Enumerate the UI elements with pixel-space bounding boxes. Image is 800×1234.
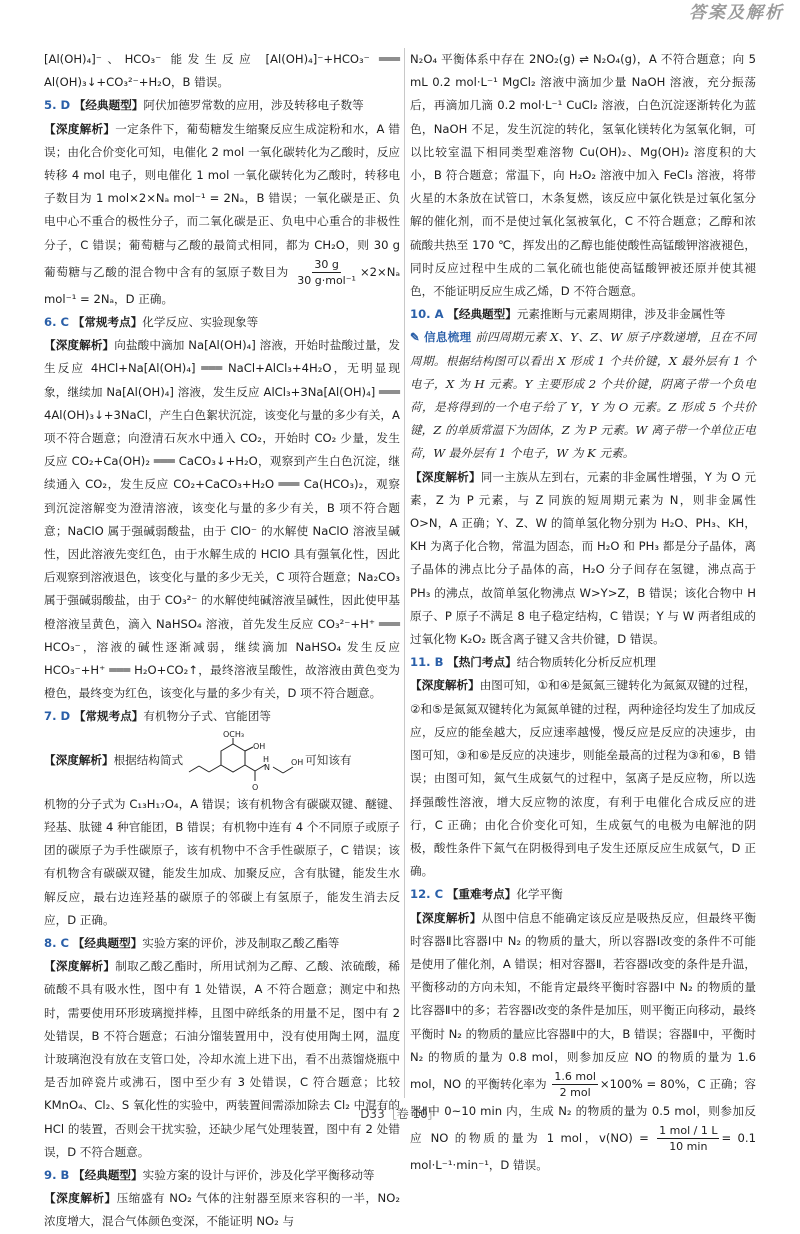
- allyl-bond-1: [209, 765, 221, 772]
- q12-f2-den: 10 min: [669, 1140, 708, 1154]
- q12-analysis: [410, 907, 756, 1178]
- q11-analysis: [410, 674, 756, 883]
- q8-body: 制取乙酸乙酯时，所用试剂为乙醇、乙酸、浓硫酸，稀硫酸不具有吸水性，图中有 1 处错误，A 不符合题意；测定中和热时，需要使用环形玻璃搅拌棒，且图中碎纸条的用量不足，图中有 2 处错误，B 不符合题意；石油分馏装置用中，没有使用陶土网，温度计玻璃泡没有放在支管口处，冷却水流上进下出，看不出蒸馏烧瓶中是否加碎瓷片或沸石，图中至少有 3 处错误，C 符合题意；比较 KMnO₄、Cl₂、S 氧化性的实验中，两装置间需添加除去 Cl₂ 中混有的 HCl 的装置，否则会干扰实验，还缺少尾气处理装置，图中有 2 处错误，D 不符合题意。: [44, 959, 400, 1159]
- q7-analysis: 机物的分子式为 C₁₃H₁₇O₄，A 错误；该有机物含有碳碳双键、醚键、羟基、肽键 4 种官能团，B 错误；有机物中连有 4 个不同原子或原子团的碳原子为手性碳原子，该有机物中不含手性碳原子，C 错误；该有机物含有碳碳双键，能发生加成、加聚反应，含有肽键，能发生水解反应，最右边连羟基的碳原子的邻碳上有氢原子，能发生消去反应，D 正确。: [44, 796, 400, 927]
- q10-tag: 【经典题型】: [447, 307, 517, 322]
- q5-number: 5. D: [44, 98, 71, 113]
- q9-topic: 实验方案的设计与评价，涉及化学平衡移动等: [142, 1167, 375, 1182]
- q12-f1-num: 1.6 mol: [554, 1069, 596, 1083]
- q12-answer: [410, 883, 756, 906]
- q11-body: 由图可知，①和④是氮氮三键转化为氮氮双键的过程，②和⑤是氮氮双键转化为氮氮单键的过程，两种途径均发生了加成反应，反应的能垒越大，反应速率越慢，慢反应是反应的决速步，由图可知，③和⑥是反应的决速步，则能垒最高的过程为③和⑥，B 错误；由图可知，氮气生成氨气的过程中，氢离子是反应物，所以选择强酸性溶液，增大反应物的浓度，有利于电催化合成反应的进行，C 正确；由化合价变化可知，生成氨气的电极为电解池的阴极，酸性条件下氮气在阴极得到电子发生还原反应生成氨气，D 正确。: [410, 678, 756, 879]
- q4-continuation: [Al(OH)₄]⁻、HCO₃⁻ 能发生反应 [Al(OH)₄]⁻+HCO₃⁻ ═══ Al(OH)₃↓+CO₃²⁻+H₂O，B 错误。: [44, 52, 400, 90]
- q11-topic: 结合物质转化分析反应机理: [516, 655, 656, 670]
- q5-tail: ×2×Nₐ mol⁻¹ = 2Nₐ，D 正确。: [44, 264, 400, 306]
- q5-body: 一定条件下，葡萄糖发生缩聚反应生成淀粉和水，A 错误；由化合价变化可知，电催化 2 mol 一氧化碳转化为乙酸时，反应转移 4 mol 电子，则电催化 1 mol 一氧化碳转化为乙酸时，转移电子数目为 1 mol×2×Nₐ mol⁻¹ = 2Nₐ，B 错误；一氧化碳是正、负电中心不重合的极性分子，而二氧化碳是正、负电中心重合的非极性分子，C 错误；葡萄糖与乙酸的最简式相同，都为 CH₂O，则 30 g 葡萄糖与乙酸的混合物中含有的氢原子数目为: [44, 121, 400, 279]
- amide-bond: [245, 765, 255, 771]
- q9-answer: [44, 1164, 400, 1187]
- q10-topic: 元素推断与元素周期律，涉及非金属性等: [516, 307, 726, 322]
- q12-tag: 【重难考点】: [446, 887, 517, 902]
- och3-label: OCH₃: [223, 729, 245, 739]
- q12-label: 【深度解析】: [410, 910, 482, 925]
- q12-topic: 化学平衡: [516, 887, 563, 902]
- q12-f2-num: 1 mol / 1 L: [659, 1124, 718, 1138]
- q9-label: 【深度解析】: [44, 1191, 117, 1206]
- q7-structure-line: [44, 729, 400, 793]
- q5-answer: [44, 94, 400, 117]
- q10-body: 同一主族从左到右，元素的非金属性增强，Y 为 O 元素，Z 为 P 元素，与 Z 同族的短周期元素为 N，则非金属性 O>N，A 正确；Y、Z、W 的简单氢化物分别为 H₂O、PH₃、KH，KH 为离子化合物，常温为固态，而 H₂O 和 PH₃ 都是分子晶体，离子晶体的沸点比分子晶体的高，H₂O 分子间存在氢键，沸点高于 PH₃ 的沸点，故简单氢化物沸点 W>Y>Z，B 错误；该化合物中 H 原子、P 原子不满足 8 电子稳定结构，C 错误；Y 与 W 两者组成的过氧化物 K₂O₂ 既含离子键又含共价键，D 错误。: [410, 469, 756, 647]
- q12-tail: = 0.1 mol·L⁻¹·min⁻¹，D 错误。: [410, 1131, 756, 1173]
- q7-label: 【深度解析】: [44, 753, 114, 768]
- nh-n-label: N: [264, 762, 271, 772]
- q10-answer: [410, 303, 756, 326]
- allyl-bond-2: [199, 766, 209, 772]
- q10-info-note: [410, 326, 756, 465]
- q10-analysis: [410, 466, 756, 652]
- carbonyl-o-label: O: [252, 782, 259, 792]
- page-footer-number: D33［卷 10］: [360, 1107, 440, 1121]
- q9-number: 9. B: [44, 1167, 70, 1182]
- column-divider: [404, 48, 405, 1098]
- q8-label: 【深度解析】: [44, 959, 116, 974]
- q6-topic: 化学反应、实验现象等: [142, 315, 259, 330]
- q8-number: 8. C: [44, 935, 70, 950]
- q7-number: 7. D: [44, 709, 71, 724]
- chain-bond-1: [273, 767, 283, 773]
- q6-answer: [44, 311, 400, 334]
- chain-bond-2: [283, 767, 293, 773]
- oh-bond: [245, 747, 253, 751]
- nh-h-label: H: [263, 754, 270, 764]
- q9-analysis: [44, 1187, 400, 1233]
- q10-note-tag: ✎ 信息梳理: [410, 330, 472, 345]
- q6-body: 向盐酸中滴加 Na[Al(OH)₄] 溶液，开始时盐酸过量，发生反应 4HCl+Na[Al(OH)₄] ═══ NaCl+AlCl₃+4H₂O，无明显现象，继续加 Na[Al(OH)₄] 溶液，发生反应 AlCl₃+3Na[Al(OH)₄] ═══ 4Al(OH)₃↓+3NaCl，产生白色絮状沉淀，该变化与量的多少有关，A 项不符合题意；向澄清石灰水中通入 CO₂，开始时 CO₂ 少量，发生反应 CO₂+Ca(OH)₂ ═══ CaCO₃↓+H₂O，观察到产生白色沉淀，继续通入 CO₂，发生反应 CO₂+CaCO₃+H₂O ═══ Ca(HCO₃)₂，观察到沉淀溶解变为澄清溶液，该变化与量的多少有关，B 项不符合题意；NaClO 属于强碱弱酸盐，由于 ClO⁻ 的水解使 NaClO 溶液呈碱性，因此溶液先变红色，由于水解生成的 HClO 具有强氧化性，因此后观察到溶液退色，该变化与量的多少无关，C 项符合题意；Na₂CO₃ 属于强碱弱酸盐，由于 CO₃²⁻ 的水解使纯碱溶液呈碱性，因此使甲基橙溶液呈黄色，滴入 NaHSO₄ 溶液，首先发生反应 CO₃²⁻+H⁺ ═══ HCO₃⁻，溶液的碱性逐渐减弱，继续滴加 NaHSO₄ 发生反应 HCO₃⁻+H⁺ ═══ H₂O+CO₂↑，最终溶液呈酸性，故溶液由黄色变为橙色，最终变为红色，该变化与量的多少有关，D 项不符合题意。: [44, 338, 400, 701]
- q7-tag: 【常规考点】: [73, 709, 144, 724]
- q7-structure-formula: [183, 729, 305, 793]
- q10-note-tag-text: 信息梳理: [424, 330, 472, 345]
- q9-tag: 【经典题型】: [73, 1167, 143, 1182]
- q11-label: 【深度解析】: [410, 678, 480, 693]
- benzene-ring: [221, 744, 245, 772]
- q8-analysis: [44, 955, 400, 1164]
- q6-tag: 【常规考点】: [72, 315, 143, 330]
- q11-tag: 【热门考点】: [447, 655, 517, 670]
- q6-number: 6. C: [44, 315, 70, 330]
- q12-fraction-1: [552, 1069, 598, 1100]
- q6-analysis: [44, 334, 400, 705]
- q7-topic: 有机物分子式、官能团等: [143, 709, 271, 724]
- q12-body: 从图中信息不能确定该反应是吸热反应，但最终平衡时容器Ⅱ比容器Ⅰ中 N₂ 的物质的量大，所以容器Ⅰ改变的条件不可能是使用了催化剂，A 错误；相对容器Ⅱ，若容器Ⅰ改变的条件是升温，平衡移动的方向未知，不能肯定最终平衡时容器Ⅰ中 N₂ 的物质的量比容器Ⅱ中的多；若容器Ⅰ改变的条件是加压，则平衡正向移动，最终平衡时 N₂ 的物质的量应比容器Ⅱ中的大，B 错误；容器Ⅱ中，平衡时 N₂ 的物质的量为 0.8 mol，则参加反应 NO 的物质的量为 1.6 mol，NO 的平衡转化率为: [410, 910, 756, 1091]
- left-column: [44, 48, 400, 1234]
- q10-number: 10. A: [410, 307, 444, 322]
- q5-tag: 【经典题型】: [73, 98, 144, 113]
- q11-number: 11. B: [410, 655, 444, 670]
- q12-number: 12. C: [410, 887, 444, 902]
- q9-continuation: N₂O₄ 平衡体系中存在 2NO₂(g) ⇌ N₂O₄(g)，A 不符合题意；向 5 mL 0.2 mol·L⁻¹ MgCl₂ 溶液中滴加少量 NaOH 溶液，充分振荡后，再滴加几滴 0.2 mol·L⁻¹ CuCl₂ 溶液，白色沉淀逐渐转化为蓝色，NaOH 不足，发生沉淀的转化，氢氧化镁转化为氢氧化铜，可以比较室温下相同类型难溶物 Cu(OH)₂、Mg(OH)₂ 溶度积的大小，B 符合题意；常温下，向 H₂O₂ 溶液中加入 FeCl₃ 溶液，将带火星的木条放在试管口，木条复燃，该反应中氯化铁是过氧化氢分解的催化剂，而不是使过氧化氢被氧化，C 不符合题意；乙醇和浓硫酸共热至 170 ℃，挥发出的乙醇也能使酸性高锰酸钾溶液褪色，同时反应过程中生成的二氧化硫也能使高锰酸钾被还原并使其褪色，不能证明反应生成乙烯，D 不符合题意。: [410, 52, 756, 299]
- q8-topic: 实验方案的评价，涉及制取乙酸乙酯等: [142, 935, 340, 950]
- q9-body: 压缩盛有 NO₂ 气体的注射器至原来容积的一半，NO₂ 浓度增大，混合气体颜色变深，不能证明 NO₂ 与: [44, 1191, 400, 1229]
- q8-tag: 【经典题型】: [72, 935, 143, 950]
- q6-label: 【深度解析】: [44, 338, 115, 353]
- q7-lead: 根据结构简式: [113, 753, 184, 768]
- page-header-title: 答案及解析: [689, 3, 784, 23]
- q11-answer: [410, 651, 756, 674]
- q8-answer: [44, 932, 400, 955]
- q5-analysis: [44, 118, 400, 311]
- right-column: [410, 48, 756, 1177]
- q5-frac-num: 30 g: [314, 257, 339, 271]
- q12-fraction-2: [657, 1123, 719, 1154]
- q7-answer: [44, 705, 400, 728]
- allyl-double-bond: [189, 766, 199, 772]
- q5-fraction: [295, 257, 358, 288]
- q5-label: 【深度解析】: [44, 121, 116, 136]
- q5-frac-den: 30 g·mol⁻¹: [297, 273, 356, 287]
- oh-label: OH: [253, 741, 266, 751]
- q10-note-text: 前四周期元素 X、Y、Z、W 原子序数递增，且在不同周期。根据结构图可以看出 X 形成 1 个共价键，X 最外层有 1 个电子，X 为 H 元素。Y 主要形成 2 个共价键，阴离子带一个负电荷，是将得到的一个电子给了 Y，Y 为 O 元素。Z 形成 5 个共价键，Z 的单质常温下为固体，Z 为 P 元素。W 离子带一个单位正电荷，W 最外层有 1 个电子，W 为 K 元素。: [410, 330, 756, 461]
- q10-label: 【深度解析】: [410, 469, 481, 484]
- terminal-oh-label: OH: [291, 757, 304, 767]
- q12-mid: ×100% = 80%，C 正确；容器Ⅱ中 0~10 min 内，生成 N₂ 的物质的量为 0.5 mol，则参加反应 NO 的物质的量为 1 mol，v(NO) =: [410, 1076, 757, 1146]
- q5-topic: 阿伏加德罗常数的应用，涉及转移电子数等: [143, 98, 364, 113]
- q7-after: 可知该有: [305, 753, 352, 768]
- q12-f1-den: 2 mol: [559, 1085, 591, 1099]
